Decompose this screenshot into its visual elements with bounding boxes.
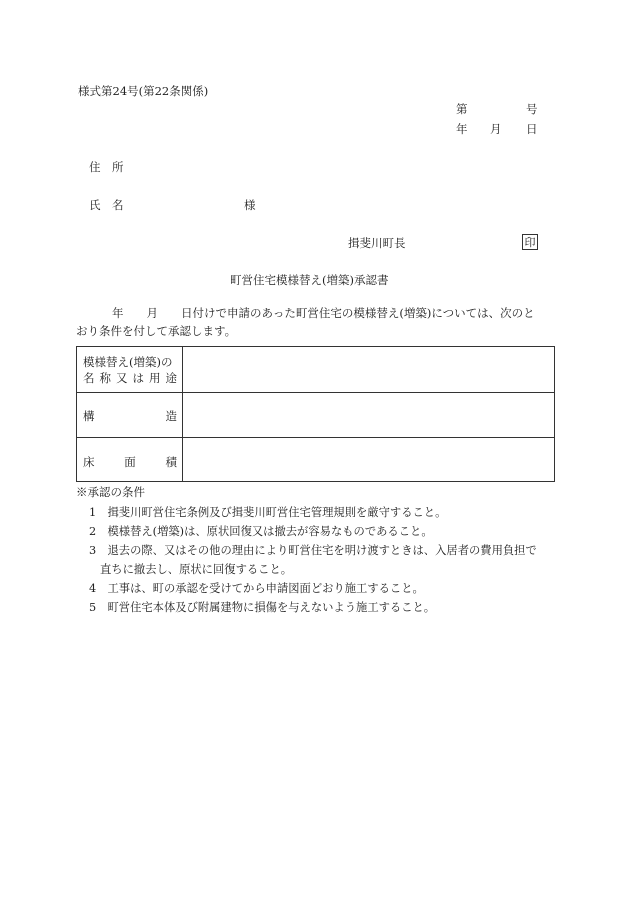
table-row-divider xyxy=(77,392,554,393)
label-char: 名 xyxy=(83,370,95,385)
table-row-floor-area-label xyxy=(83,455,177,471)
form-number: 様式第24号(第22条関係) xyxy=(78,84,209,98)
label-char: 面 xyxy=(124,455,136,469)
table-row-divider xyxy=(77,437,554,438)
condition-item: 4 工事は、町の承認を受けてから申請図面どおり施工すること。 xyxy=(89,582,424,595)
condition-item: 3 退去の際、又はその他の理由により町営住宅を明け渡すときは、入居者の費用負担で xyxy=(89,544,537,557)
table-row-structure-label xyxy=(83,409,177,425)
table-row-name-purpose-label xyxy=(83,355,177,386)
document-title: 町営住宅模様替え(増築)承認書 xyxy=(230,273,389,287)
condition-item-continuation: 直ちに撤去し、原状に回復すること。 xyxy=(100,563,293,576)
table-column-divider xyxy=(182,347,183,481)
name-purpose-label-line1: 模様替え(増築)の xyxy=(83,355,173,369)
label-char: 用 xyxy=(149,370,161,385)
date-day: 日 xyxy=(526,122,538,136)
name-label: 氏 名 xyxy=(89,198,124,212)
label-char: 床 xyxy=(83,455,95,469)
label-char: 称 xyxy=(99,370,111,385)
conditions-heading: ※承認の条件 xyxy=(76,485,145,499)
body-line-1: 年 月 日付けで申請のあった町営住宅の模様替え(増築)については、次のと xyxy=(112,306,535,320)
label-char: 積 xyxy=(165,455,177,469)
document-number-suffix: 号 xyxy=(526,102,538,116)
condition-item: 1 揖斐川町営住宅条例及び揖斐川町営住宅管理規則を厳守すること。 xyxy=(89,506,447,519)
body-line-2: おり条件を付して承認します。 xyxy=(76,324,237,338)
condition-item: 2 模様替え(増築)は、原状回復又は撤去が容易なものであること。 xyxy=(89,525,433,538)
label-char: 造 xyxy=(165,409,177,423)
name-purpose-label-line2 xyxy=(83,371,177,387)
seal-mark: 印 xyxy=(522,234,538,250)
condition-item: 5 町営住宅本体及び附属建物に損傷を与えないよう施工すること。 xyxy=(89,601,436,614)
label-char: 構 xyxy=(83,409,95,423)
label-char: 又 xyxy=(116,370,128,385)
honorific: 様 xyxy=(244,198,256,212)
date-month: 月 xyxy=(490,122,502,136)
issuer: 揖斐川町長 xyxy=(348,236,406,250)
details-table xyxy=(76,346,555,482)
address-label: 住 所 xyxy=(89,160,124,174)
label-char: 途 xyxy=(165,370,177,385)
document-number-prefix: 第 xyxy=(456,102,468,116)
date-year: 年 xyxy=(456,122,468,136)
label-char: は xyxy=(132,370,144,385)
